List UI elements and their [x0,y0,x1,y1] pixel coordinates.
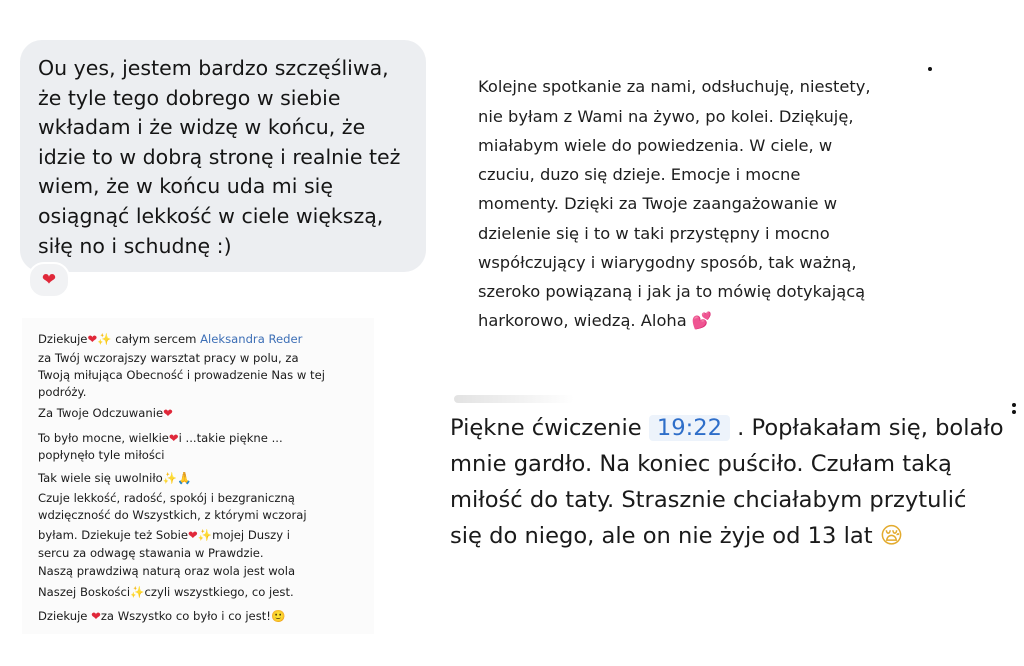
message-text: Piękne ćwiczenie [450,415,649,441]
heart-icon: ❤ [168,431,179,445]
comment-line [38,585,294,599]
heart-icon: ❤ [91,609,101,623]
sleepy-face-icon: 😪 [879,523,904,549]
comment-line: Naszą prawdziwą naturą oraz wola jest wola [38,564,296,578]
comment-text: czyli wszystkiego, co jest. [144,585,294,599]
timestamp-link[interactable]: 19:22 [649,415,730,441]
two-hearts-icon: 💕 [691,311,713,330]
comment-text: byłam. Dziekuje też Sobie [38,528,189,542]
menu-dot-icon [1012,403,1016,407]
message-line: miłość do taty. Strasznie chciałabym przytulić [450,487,967,513]
testimonial-line: czuciu, duzo się dzieje. Emocje i mocne [478,165,801,184]
comment-text: i ...takie piękne ... [178,431,283,445]
message-line: siłę no i schudnę :) [38,233,232,258]
testimonial-line: współczujący i wiarygodny sposób, tak ważną, [478,253,857,272]
testimonial-line: Kolejne spotkanie za nami, odsłuchuję, niestety, [478,77,871,96]
profile-link[interactable]: Aleksandra Reder [200,332,303,346]
comment-line [38,406,173,420]
testimonial-line: nie byłam z Wami na żywo, po kolei. Dziękuję, [478,107,854,126]
message-line [450,523,903,549]
message-line: idzie to w dobrą stronę i realnie też [38,144,401,169]
testimonial-line: miałabym wiele do powiedzenia. W ciele, w [478,136,833,155]
heart-reaction-icon[interactable] [28,262,70,298]
message-text: się do niego, ale on nie żyje od 13 lat [450,523,873,549]
comment-text: Dziekuje [38,332,88,346]
message-line: Ou yes, jestem bardzo szczęśliwa, [38,56,389,80]
testimonial-line: szeroko powiązaną i jak ja to mówię dotykającą [478,282,866,301]
comment-line [38,332,302,346]
comment-text: Tak wiele się uwolniło [38,471,163,485]
testimonial-line: dzielenie się i to w taki przystępny i mocno [478,224,830,243]
message-line: osiągnąć lekkość w ciele większą, [38,203,384,228]
smile-icon: 🙂 [270,609,286,623]
comment-text: za Wszystko co było i co jest! [100,609,271,623]
message-bubble [20,40,426,272]
heart-icon: ❤ [41,270,57,290]
comment-line: popłynęło tyle miłości [38,448,165,462]
testimonial-line [478,311,712,330]
comment-line [38,609,285,623]
testimonial-card-bottom-left [22,318,374,634]
comment-text: Naszej Boskości [38,585,131,599]
sparkle-icon: ✨ [97,332,112,346]
comment-line: sercu za odwagę stawania w Prawdzie. [38,546,264,560]
heart-icon: ❤ [87,332,98,346]
comment-line [38,471,192,485]
testimonial-line: momenty. Dzięki za Twoje zaangażowanie w [478,194,838,213]
menu-dot-icon [1012,410,1016,414]
comment-line: za Twój wczorajszy warsztat pracy w polu, za [38,351,299,365]
sparkle-icon: ✨ [130,585,145,599]
comment-line: wdzięczność do Wszystkich, z którymi wczoraj [38,508,307,522]
comment-line: Twoją miłująca Obecność i prowadzenie Nas w tej [38,368,325,382]
message-line: mnie gardło. Na koniec puściło. Czułam taką [450,451,952,477]
sparkle-icon: ✨ [197,528,213,542]
testimonial-text: harkorowo, wiedzą. Aloha [478,311,687,330]
comment-text: mojej Duszy i [212,528,290,542]
cropped-header-edge [454,395,574,403]
comment-line: Czuje lekkość, radość, spokój i bezgraniczną [38,491,295,505]
comment-line: podróży. [38,385,87,399]
comment-text: To było mocne, wielkie [38,431,169,445]
comment-text: Za Twoje Odczuwanie [38,406,164,420]
comment-text: całym sercem [111,332,201,346]
message-line [450,415,1004,441]
heart-icon: ❤ [188,528,198,542]
sparkle-icon: ✨ [162,471,178,485]
menu-dot-icon [928,67,932,71]
message-text: . Popłakałam się, bolało [729,415,1004,441]
comment-line [38,528,290,542]
message-line: że tyle tego dobrego w siebie [38,85,341,110]
heart-icon: ❤ [163,406,173,420]
praying-hands-icon: 🙏 [177,471,192,485]
comment-text: Dziekuje [38,609,92,623]
testimonial-card-bottom-right [430,395,1024,595]
message-line: wkładam i że widzę w końcu, że [38,115,366,140]
comment-line [38,431,283,445]
message-line: wiem, że w końcu uda mi się [38,174,333,199]
testimonial-card-top-right [450,52,970,342]
